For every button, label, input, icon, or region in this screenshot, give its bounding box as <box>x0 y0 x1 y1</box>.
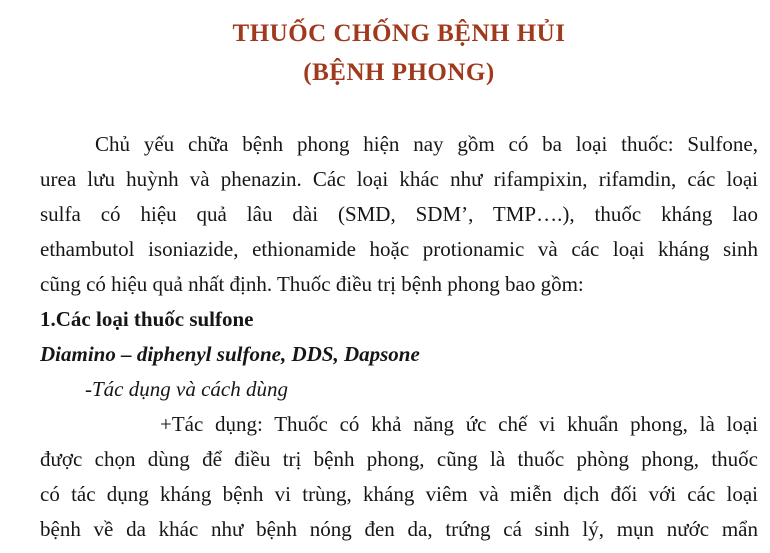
intro-line: cũng có hiệu quả nhất định. Thuốc điều trị bệnh phong bao gồm: <box>40 272 584 296</box>
effect-line: có tác dụng kháng bệnh vi trùng, kháng viêm và miễn dịch đối với các loại <box>40 482 758 506</box>
document-body <box>40 127 758 547</box>
section-heading: 1.Các loại thuốc sulfone <box>40 307 254 331</box>
intro-line: Chủ yếu chữa bệnh phong hiện nay gồm có ba loại thuốc: Sulfone, <box>95 132 758 156</box>
intro-line: sulfa có hiệu quả lâu dài (SMD, SDM’, TMP….), thuốc kháng lao <box>40 202 758 226</box>
effect-paragraph <box>40 407 758 547</box>
intro-line: urea lưu huỳnh và phenazin. Các loại khác như rifampixin, rifamdin, các loại <box>40 167 758 191</box>
drug-name-heading: Diamino – diphenyl sulfone, DDS, Dapsone <box>40 342 420 366</box>
effect-line: được chọn dùng để điều trị bệnh phong, cũng là thuốc phòng phong, thuốc <box>40 447 758 471</box>
document-title-line-2: (BỆNH PHONG) <box>303 59 495 86</box>
effect-line: bệnh về da khác như bệnh nóng đen da, trứng cá sinh lý, mụn nước mẩn <box>40 517 758 541</box>
effect-line: +Tác dụng: Thuốc có khả năng ức chế vi khuẩn phong, là loại <box>160 412 758 436</box>
document-title <box>40 14 758 92</box>
document-title-line-1: THUỐC CHỐNG BỆNH HỦI <box>232 20 566 47</box>
section-sulfone <box>40 302 758 547</box>
usage-subheading: -Tác dụng và cách dùng <box>85 377 288 401</box>
intro-line: ethambutol isoniazide, ethionamide hoặc protionamic và các loại kháng sinh <box>40 237 758 261</box>
intro-paragraph <box>40 127 758 302</box>
